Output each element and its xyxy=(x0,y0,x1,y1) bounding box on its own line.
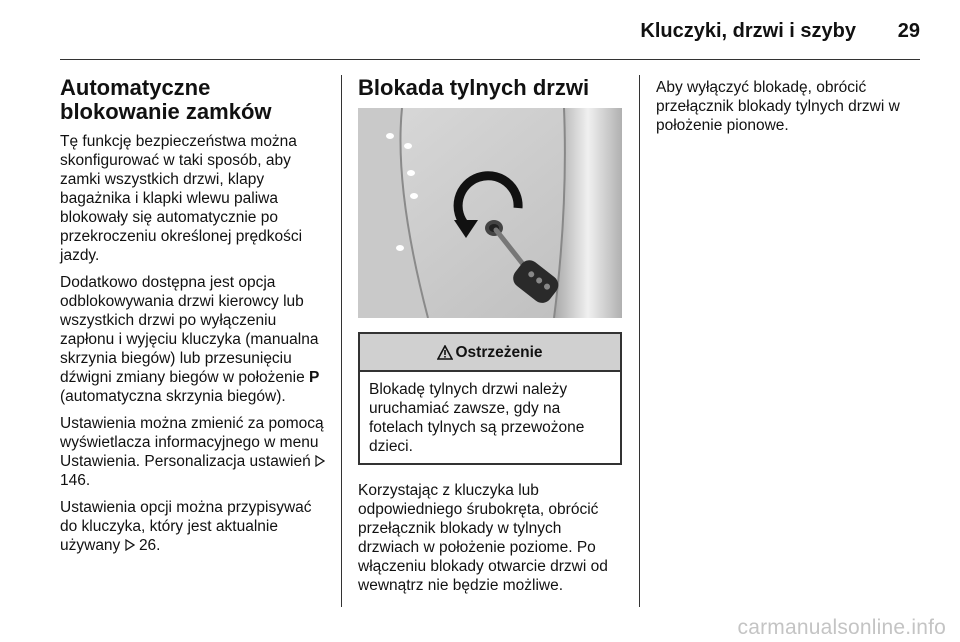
column-divider-left xyxy=(341,75,342,607)
right-column xyxy=(656,78,924,143)
page-number: 29 xyxy=(897,20,920,42)
page-reference-icon xyxy=(315,455,325,467)
gear-position-label: P xyxy=(309,369,320,386)
paragraph-text: (automatyczna skrzynia biegów). xyxy=(60,388,286,405)
warning-body: Blokadę tylnych drzwi należy uruchamiać zawsze, gdy na fotelach tylnych są przewożone dzieci. xyxy=(369,381,585,455)
warning-title: Ostrzeżenie xyxy=(455,343,543,361)
warning-box xyxy=(358,332,622,465)
header-title: Kluczyki, drzwi i szyby xyxy=(640,20,856,42)
paragraph-text: Ustawienia można zmienić za pomocą wyświetlacza informacyjnego w menu Ustawienia. Personalizacja ustawień xyxy=(60,415,324,470)
paragraph xyxy=(60,414,332,490)
paragraph: Korzystając z kluczyka lub odpowiedniego śrubokręta, obrócić przełącznik blokady w tylnych drzwiach w położenie poziome. Po włączeniu blokady otwarcie drzwi od wewnątrz nie będzie możliwe. xyxy=(358,482,608,594)
column-divider-right xyxy=(639,75,640,607)
header-rule xyxy=(60,59,920,60)
watermark: carmanualsonline.info xyxy=(737,616,946,639)
page-reference-icon xyxy=(125,539,135,551)
child-lock-illustration xyxy=(358,108,622,318)
section-heading-auto-lock: Automatyczne blokowanie zamków xyxy=(60,75,272,124)
section-heading-child-lock: Blokada tylnych drzwi xyxy=(358,75,590,100)
paragraph-text: Ustawienia opcji można przypisywać do kluczyka, który jest aktualnie używany xyxy=(60,499,312,554)
paragraph-text: Dodatkowo dostępna jest opcja odblokowywania drzwi kierowcy lub wszystkich drzwi po wyłączeniu zapłonu i wyjęciu kluczyka (manualna skrzynia biegów) lub przesunięciu dźwigni zmiany biegów w położenie xyxy=(60,274,319,386)
page-reference[interactable]: 26. xyxy=(138,537,161,554)
page-reference[interactable]: 146. xyxy=(60,472,91,489)
middle-column xyxy=(358,76,624,603)
paragraph xyxy=(60,273,332,406)
paragraph: Tę funkcję bezpieczeństwa można skonfigurować w taki sposób, aby zamki wszystkich drzwi, klapy bagażnika i klapki wlewu paliwa blokowały się automatycznie po przekroczeniu określonej prędkości jazdy. xyxy=(60,133,303,264)
left-column xyxy=(60,76,332,563)
warning-triangle-icon xyxy=(437,345,453,360)
paragraph xyxy=(60,498,332,555)
warning-header xyxy=(360,334,620,372)
paragraph: Aby wyłączyć blokadę, obrócić przełącznik blokady tylnych drzwi w położenie pionowe. xyxy=(656,79,900,134)
